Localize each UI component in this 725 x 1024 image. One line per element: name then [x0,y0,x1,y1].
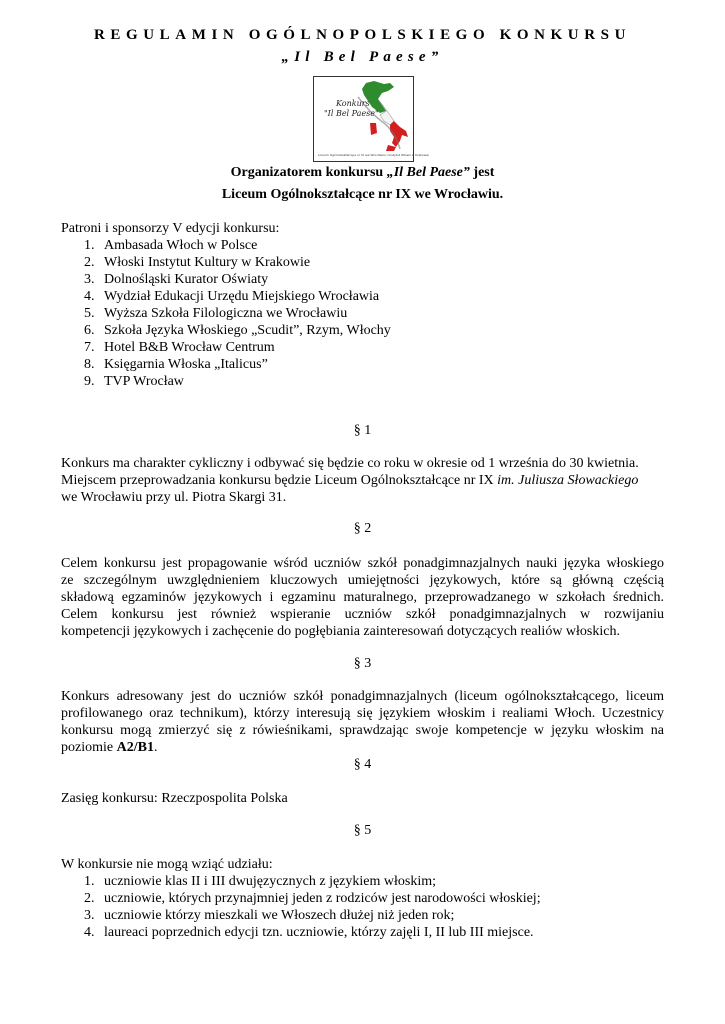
list-item: uczniowie, których przynajmniej jeden z rodziców jest narodowości włoskiej; [104,891,541,906]
list-item-number: 5. [84,306,95,321]
list-item: Wyższa Szkoła Filologiczna we Wrocławiu [104,306,348,321]
list-item: Wydział Edukacji Urzędu Miejskiego Wrocławia [104,289,380,304]
list-item-number: 4. [84,289,95,304]
section-5-heading: W konkursie nie mogą wziąć udziału: [61,857,273,872]
list-item: uczniowie którzy mieszkali we Włoszech dłużej niż jeden rok; [104,908,455,923]
logo-caption: Liceum Ogólnokształcące nr IX we Wrocławiu i Instytut Włoski w Krakowie [318,153,429,157]
list-item: Księgarnia Włoska „Italicus” [104,357,268,372]
section-mark-1: § 1 [353,423,372,438]
section-4-text: Zasięg konkursu: Rzeczpospolita Polska [61,791,288,806]
list-item: Ambasada Włoch w Polsce [104,238,258,253]
section-mark-5: § 5 [353,823,372,838]
italy-map-icon [314,77,429,161]
section-mark-3: § 3 [353,656,372,671]
list-item-number: 1. [84,874,95,889]
section-2-line-2: ze szczególnym uwzględnieniem kluczowych umiejętności językowych, które są główną częścią [61,573,664,588]
list-item-number: 4. [84,925,95,940]
section-mark-2: § 2 [353,521,372,536]
list-item-number: 3. [84,272,95,287]
list-item: uczniowie klas II i III dwujęzycznych z językiem włoskim; [104,874,436,889]
section-mark-4: § 4 [353,757,372,772]
list-item: Hotel B&B Wrocław Centrum [104,340,275,355]
section-3-line-2: profilowanego oraz technikum), którzy interesują się językiem włoskim i realiami Włoch. Uczestnicy [61,706,664,721]
list-item: Dolnośląski Kurator Oświaty [104,272,269,287]
section-2-line-4: Celem konkursu jest również wspieranie uczniów szkół ponadgimnazjalnych w rozwijaniu [61,607,664,622]
list-item-number: 1. [84,238,95,253]
section-3-line-4: poziomie A2/B1. [61,740,158,755]
document-title: REGULAMIN OGÓLNOPOLSKIEGO KONKURSU [93,27,632,43]
section-2-line-3: składową egzaminów językowych i egzaminu maturalnego, przeprowadzanego w szkołach średnich. [61,590,664,605]
list-item-number: 7. [84,340,95,355]
section-2-line-5: kompetencji językowych i zachęcenie do pogłębiania zainteresowań dotyczących realiów włoskich. [61,624,620,639]
contest-logo [313,76,429,162]
logo-text-line2: "Il Bel Paese" [324,109,379,118]
list-item: Włoski Instytut Kultury w Krakowie [104,255,311,270]
section-1-line-3: we Wrocławiu przy ul. Piotra Skargi 31. [61,490,287,505]
document-subtitle: „Il Bel Paese” [281,49,444,65]
section-3-line-1: Konkurs adresowany jest do uczniów szkół ponadgimnazjalnych (liceum ogólnokształcącego, liceum [61,689,664,704]
logo-text-line1: Konkurs [336,99,370,108]
list-item: TVP Wrocław [104,374,184,389]
patrons-heading: Patroni i sponsorzy V edycji konkursu: [61,221,280,236]
list-item-number: 8. [84,357,95,372]
list-item-number: 9. [84,374,95,389]
organizer-line1: Organizatorem konkursu „Il Bel Paese” jest [230,165,495,180]
section-3-line-3: konkursu mogą zmierzyć się z rówieśnikami, sprawdzając swoje kompetencje w języku włoskim na [61,723,664,738]
list-item: Szkoła Języka Włoskiego „Scudit”, Rzym, Włochy [104,323,391,338]
section-1-line-2: Miejscem przeprowadzania konkursu będzie Liceum Ogólnokształcące nr IX im. Juliusza Słowackiego [61,473,639,488]
list-item: laureaci poprzednich edycji tzn. uczniowie, którzy zajęli I, II lub III miejsce. [104,925,534,940]
list-item-number: 6. [84,323,95,338]
list-item-number: 2. [84,255,95,270]
list-item-number: 3. [84,908,95,923]
organizer-line2: Liceum Ogólnokształcące nr IX we Wrocławiu. [221,187,504,202]
list-item-number: 2. [84,891,95,906]
section-2-line-1: Celem konkursu jest propagowanie wśród uczniów szkół ponadgimnazjalnych nauki języka włoskiego [61,556,664,571]
section-1-line-1: Konkurs ma charakter cykliczny i odbywać się będzie co roku w okresie od 1 września do 30 kwietnia. [61,456,639,471]
